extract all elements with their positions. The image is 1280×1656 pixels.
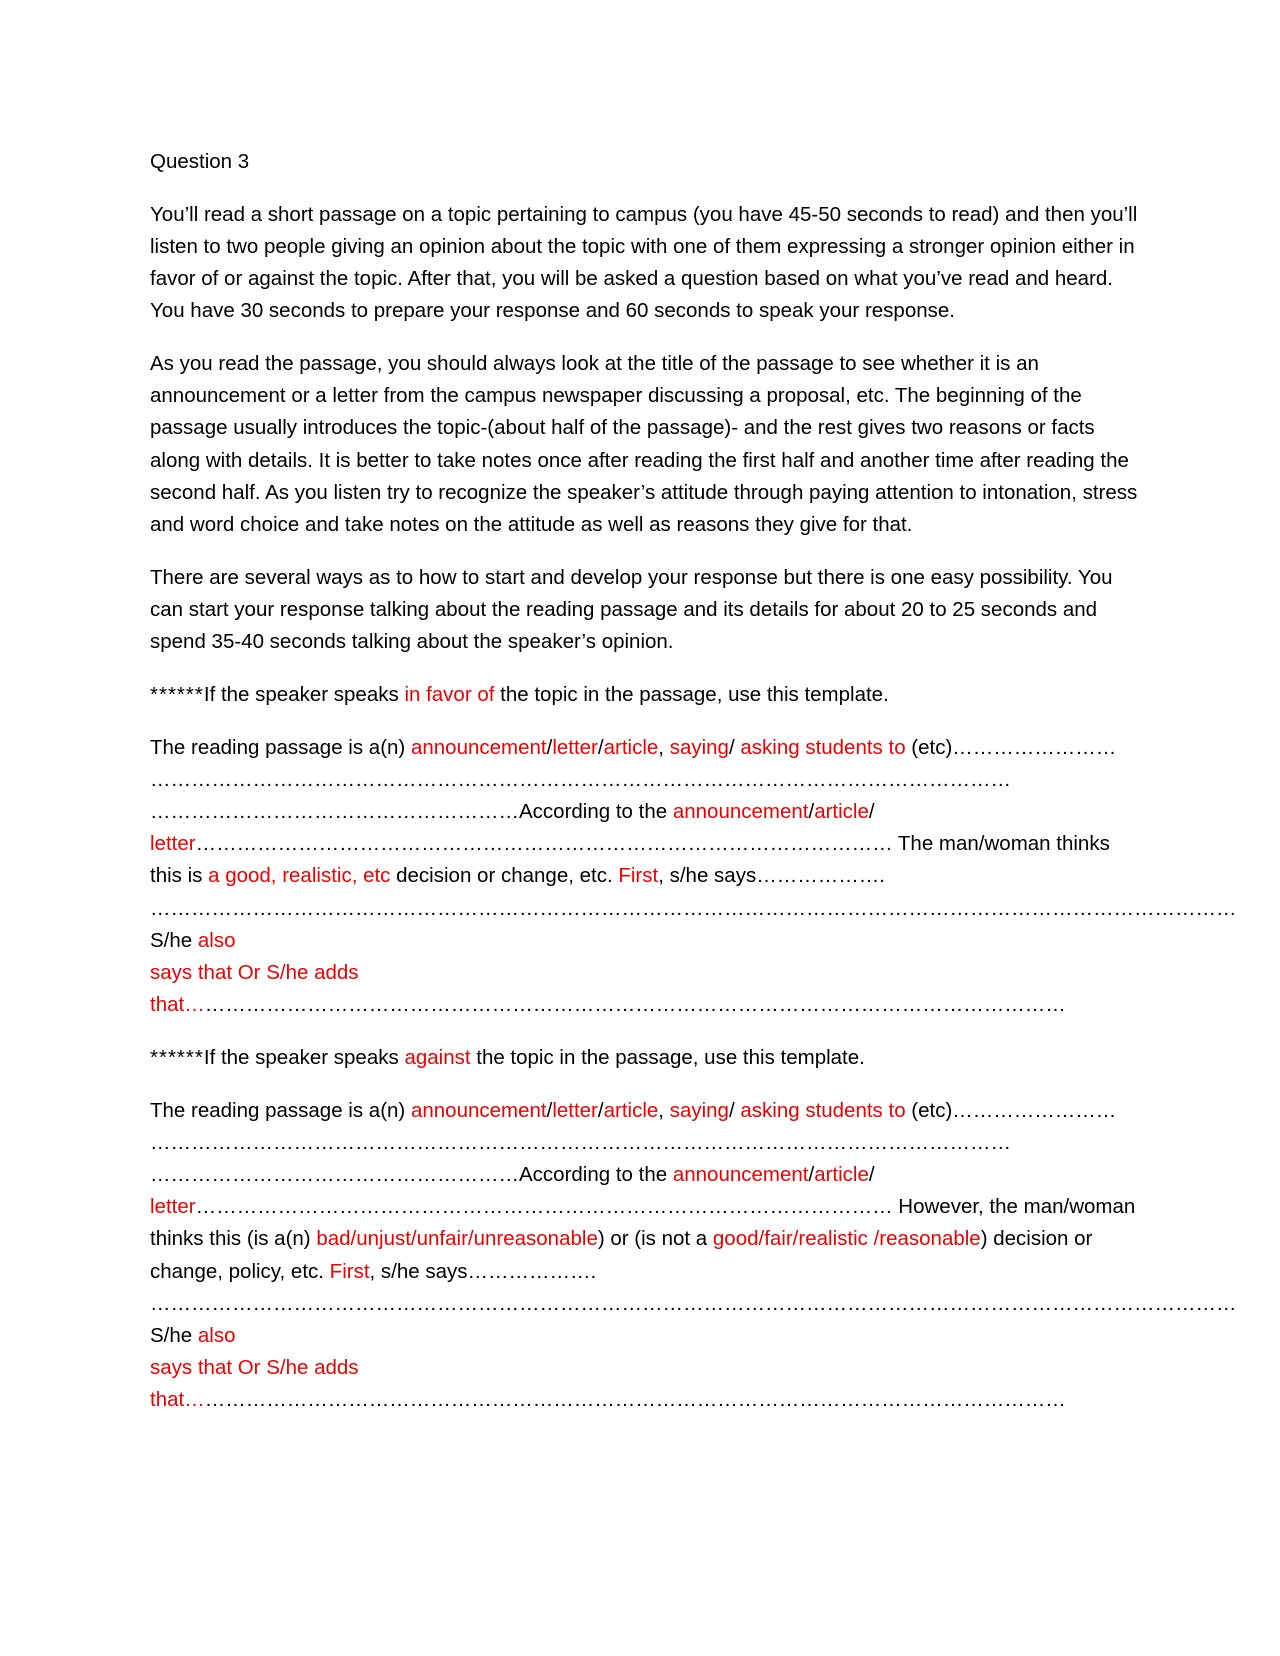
favor-intro: ******If the speaker speaks in favor of the topic in the passage, use this template.	[150, 682, 889, 706]
document-page	[150, 146, 1237, 1437]
question-heading: Question 3	[150, 150, 250, 173]
blank-line: ………………………………………………………………………………………………………………	[150, 1130, 1011, 1154]
against-intro: ******If the speaker speaks against the topic in the passage, use this template.	[150, 1045, 865, 1069]
reading-tips-paragraph: As you read the passage, you should always look at the title of the passage to see whether it is an announcement or a letter from the campus newspaper discussing a proposal, etc. The beginning of the passage usually introduces the topic-(about half of the passage)- and the rest gives two reasons or facts along with details. It is better to take notes once after reading the first half and another time after reading the second half. As you listen try to recognize the speaker’s attitude through paying attention to intonation, stress and word choice and take notes on the attitude as well as reasons they give for that.	[150, 352, 1138, 537]
response-strategy-paragraph: There are several ways as to how to start and develop your response but there is one easy possibility. You can start your response talking about the reading passage and its details for about 20 to 25 seconds and spend 35-40 seconds talking about the speaker’s opinion.	[150, 565, 1113, 654]
favor-keyword: in favor of	[404, 682, 495, 706]
blank-line: ………………………………………………………………………………………………………………	[150, 767, 1011, 791]
stars: ******	[150, 682, 204, 706]
intro-paragraph: You’ll read a short passage on a topic pertaining to campus (you have 45-50 seconds to read) and then you’ll listen to two people giving an opinion about the topic with one of them expressing a stronger opinion either in favor of or against the topic. After that, you will be asked a question based on what you’ve read and heard. You have 30 seconds to prepare your response and 60 seconds to speak your response.	[150, 202, 1138, 323]
against-template: The reading passage is a(n) announcement/letter/article, saying/ asking students to (etc)…………………… ……………………………………………………………………………………………………………… ………………………………………………According to the announcement/article/ letter………………………………………………………………………………………… However, the man/woman thinks this (is a(n) bad/unjust/unfair/unreasonable) or (is not a good/fair/realistic /reasonable) decision or change, policy, etc. First, s/he says………………. ……………………………………………………………………………………………………………………………………………S/he also says that Or S/he adds that…………………………………………………………………………………………………………………	[150, 1098, 1237, 1412]
against-keyword: against	[404, 1045, 471, 1069]
favor-template: The reading passage is a(n) announcement/letter/article, saying/ asking students to (etc)…………………… ……………………………………………………………………………………………………………… ………………………………………………According to the announcement/article/ letter………………………………………………………………………………………… The man/woman thinks this is a good, realistic, etc decision or change, etc. First, s/he says………………. ……………………………………………………………………………………………………………………………………………S/he also says that Or S/he adds that…………………………………………………………………………………………………………………	[150, 735, 1237, 1017]
stars: ******	[150, 1045, 204, 1069]
